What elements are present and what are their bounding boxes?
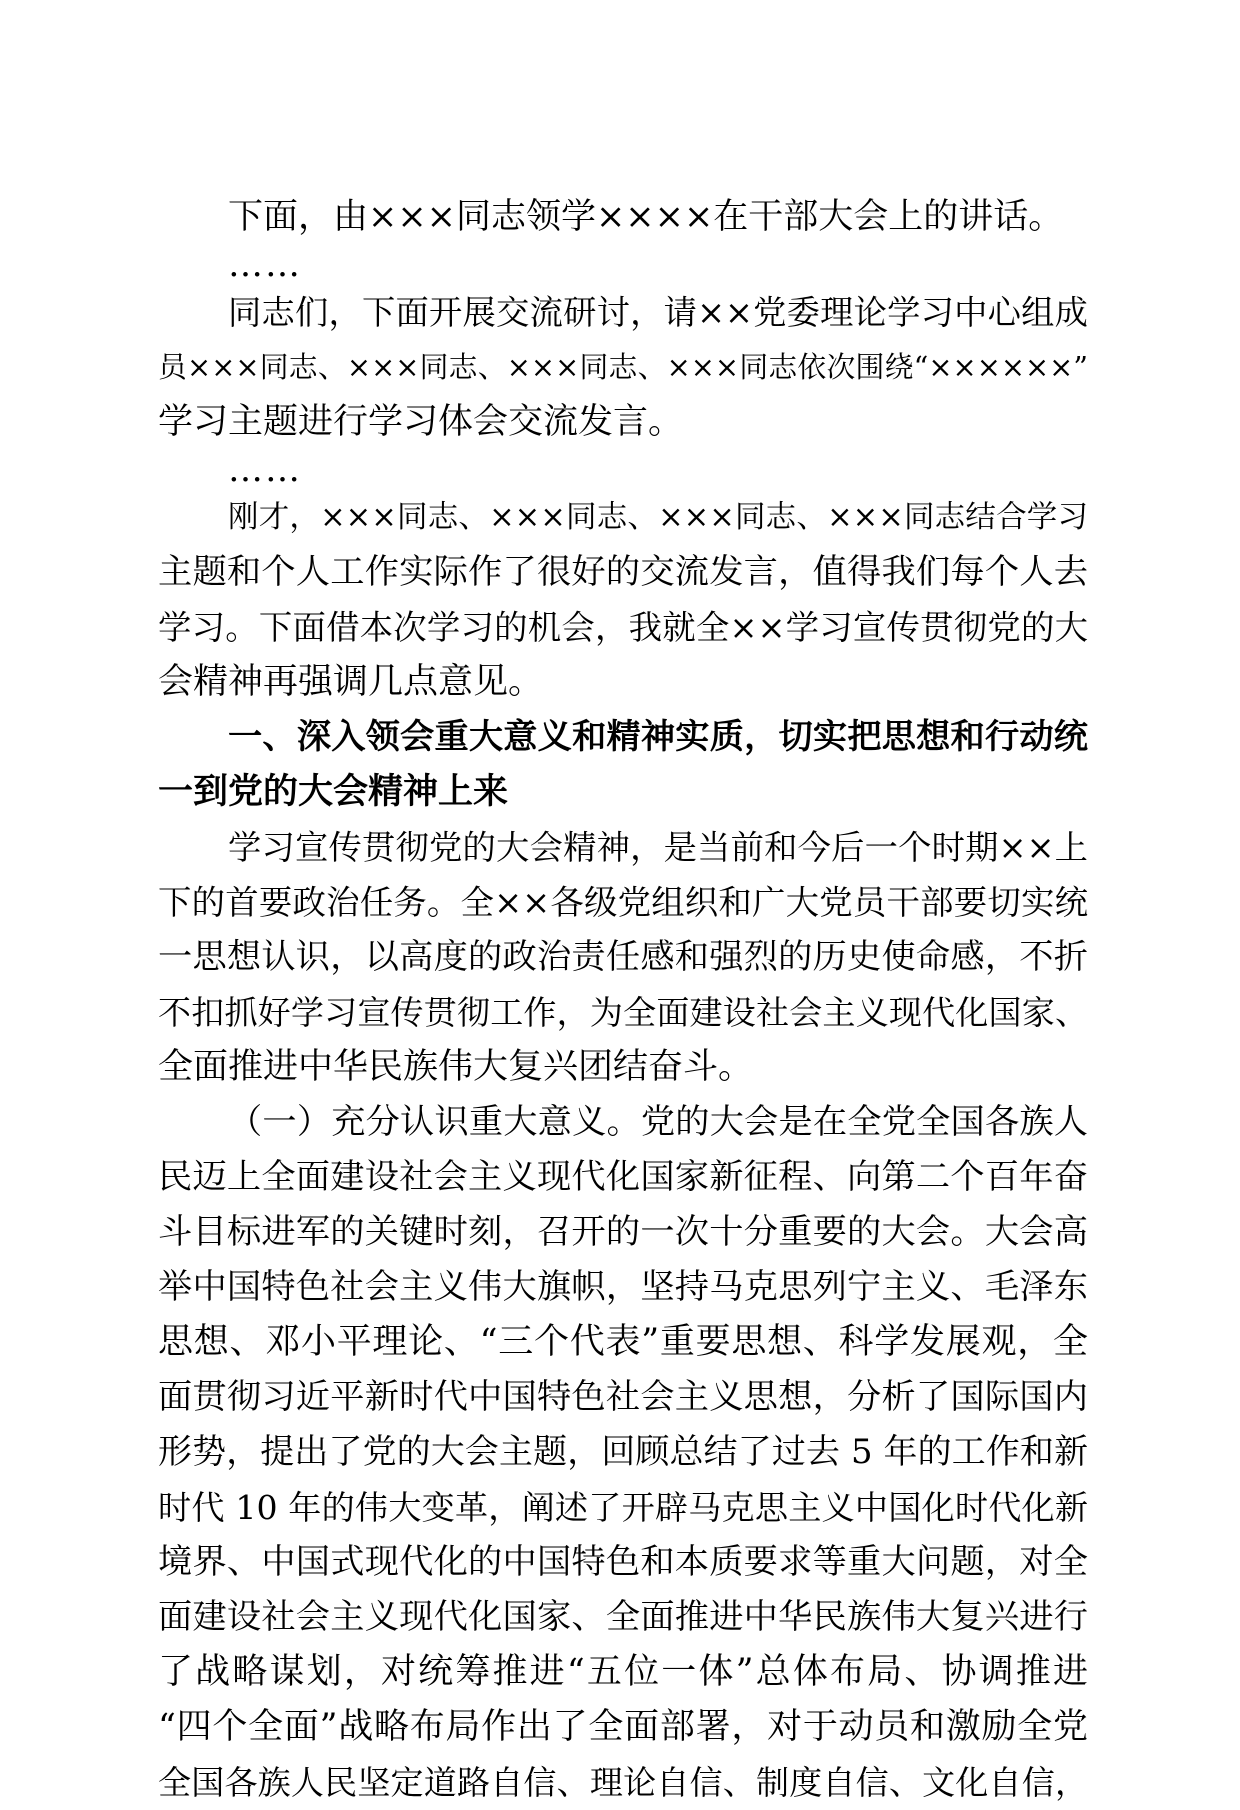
paragraph-line: 境界、中国式现代化的中国特色和本质要求等重大问题，对全 (158, 1542, 1088, 1582)
paragraph-line: 同志们，下面开展交流研讨，请××党委理论学习中心组成 (228, 293, 1088, 332)
paragraph-line: 民迈上全面建设社会主义现代化国家新征程、向第二个百年奋 (158, 1157, 1088, 1197)
ellipsis: …… (228, 245, 302, 285)
paragraph-line: 全面推进中华民族伟大复兴团结奋斗。 (158, 1047, 754, 1087)
paragraph-line: 时代 10 年的伟大变革，阐述了开辟马克思主义中国化时代化新 (158, 1488, 1088, 1527)
paragraph-line: 下面，由×××同志领学××××在干部大会上的讲话。 (228, 197, 1064, 237)
paragraph-line: 学习主题进行学习体会交流发言。 (158, 402, 684, 442)
paragraph-line: 举中国特色社会主义伟大旗帜，坚持马克思列宁主义、毛泽东 (158, 1267, 1088, 1307)
paragraph-line: 主题和个人工作实际作了很好的交流发言，值得我们每个人去 (158, 552, 1088, 592)
paragraph-line: 刚才，×××同志、×××同志、×××同志、×××同志结合学习 (228, 500, 1088, 535)
section-heading: 一、深入领会重大意义和精神实质，切实把思想和行动统 (228, 717, 1088, 757)
paragraph-line: 面建设社会主义现代化国家、全面推进中华民族伟大复兴进行 (158, 1597, 1088, 1637)
paragraph-line: 一思想认识，以高度的政治责任感和强烈的历史使命感，不折 (158, 937, 1088, 977)
paragraph-line: 员×××同志、×××同志、×××同志、×××同志依次围绕“××××××” (158, 350, 1088, 384)
paragraph-line: （一）充分认识重大意义。党的大会是在全党全国各族人 (228, 1102, 1088, 1142)
paragraph-line: 了战略谋划，对统筹推进“五位一体”总体布局、协调推进 (158, 1652, 1088, 1692)
paragraph-line: 不扣抓好学习宣传贯彻工作，为全面建设社会主义现代化国家、 (158, 993, 1088, 1032)
paragraph-line: 思想、邓小平理论、“三个代表”重要思想、科学发展观，全 (158, 1322, 1088, 1362)
section-heading: 一到党的大会精神上来 (158, 772, 509, 812)
paragraph-line: 学习。下面借本次学习的机会，我就全××学习宣传贯彻党的大 (158, 608, 1088, 647)
paragraph-line: “四个全面”战略布局作出了全面部署，对于动员和激励全党 (158, 1707, 1088, 1747)
paragraph-line: 会精神再强调几点意见。 (158, 662, 544, 702)
paragraph-line: 面贯彻习近平新时代中国特色社会主义思想，分析了国际国内 (158, 1377, 1088, 1417)
paragraph-line: 下的首要政治任务。全××各级党组织和广大党员干部要切实统 (158, 883, 1088, 922)
paragraph-line: 全国各族人民坚定道路自信、理论自信、制度自信、文化自信， (158, 1763, 1088, 1802)
paragraph-line: 学习宣传贯彻党的大会精神，是当前和今后一个时期××上 (228, 828, 1088, 867)
ellipsis: …… (228, 450, 302, 490)
paragraph-line: 斗目标进军的关键时刻，召开的一次十分重要的大会。大会高 (158, 1212, 1088, 1252)
document-body (158, 190, 1088, 1810)
paragraph-line: 形势，提出了党的大会主题，回顾总结了过去 5 年的工作和新 (158, 1433, 1088, 1472)
